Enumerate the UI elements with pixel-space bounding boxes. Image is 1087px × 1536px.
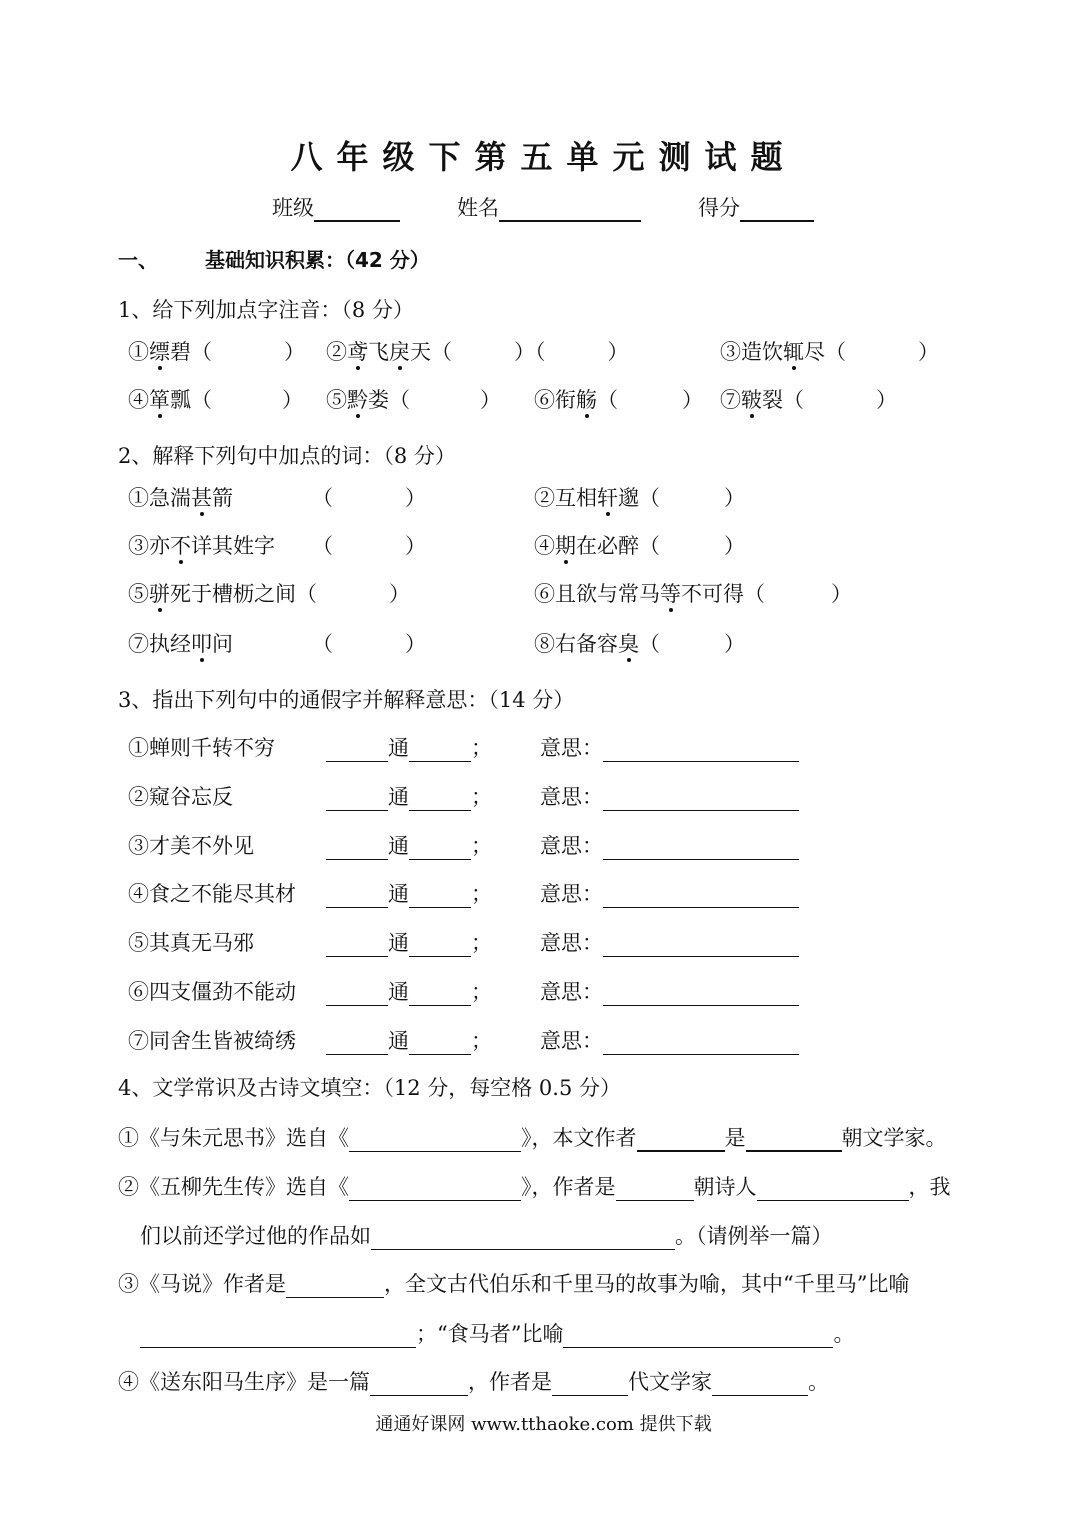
q4-line-2: ②《五柳先生传》选自《 》，作者是 朝诗人 ，我 [118,1175,951,1199]
q4-line-6: ④《送东阳马生序》是一篇 ，作者是 代文学家 。 [118,1370,829,1394]
score-field[interactable] [698,192,814,222]
q3-item-3: ③才美不外见 通 ； 意思： [128,830,799,860]
q3-item-4: ④食之不能尽其材 通 ； 意思： [128,878,799,908]
q2-paren-7: （ ） [312,632,426,656]
q2-item-4: ④期在必醉（ ） [534,534,745,558]
q4-line-3: 们以前还学过他的作品如 。（请例举一篇） [140,1224,833,1248]
q2-item-2: ②互相轩邈（ ） [534,486,745,510]
q1-item-1: ①缥碧（ ） [128,340,305,364]
q3-item-5: ⑤其真无马邪 通 ； 意思： [128,927,799,957]
score-label: 得分 [698,196,740,220]
q2-heading: 2、解释下列句中加点的词：（8 分） [118,444,456,468]
class-label: 班级 [272,196,314,220]
q3-item-1: ①蝉则千转不穷 通 ； 意思： [128,732,799,762]
q2-item-3: ③亦不详其姓字 [128,534,275,558]
q3-heading: 3、指出下列句中的通假字并解释意思：（14 分） [118,688,575,712]
footer-credit: 通通好课网 www.tthaoke.com 提供下载 [375,1414,712,1435]
q1-item-6: ⑥衔觞（ ） [534,388,703,412]
q1-heading: 1、给下列加点字注音：（8 分） [118,298,414,322]
q2-item-7: ⑦执经叩问 [128,632,233,656]
q2-paren-1: （ ） [312,486,426,510]
name-label: 姓名 [457,196,499,220]
section1-heading: 基础知识积累：（42 分） [205,248,430,272]
q2-item-5: ⑤骈死于槽枥之间（ ） [128,582,410,606]
q1-item-4: ④箪瓢（ ） [128,388,303,412]
q2-item-1: ①急湍甚箭 [128,486,233,510]
q1-item-7: ⑦皲裂（ ） [720,388,897,412]
page-title: 八年级下第五单元测试题 [290,138,797,176]
section1-number: 一、 [118,248,158,272]
q1-item-5: ⑤黔娄（ ） [326,388,501,412]
q1-item-3: ③造饮辄尽（ ） [720,340,939,364]
name-field[interactable] [457,192,641,222]
q4-line-1: ①《与朱元思书》选自《 》，本文作者 是 朝文学家。 [118,1126,947,1150]
q4-line-4: ③《马说》作者是 ，全文古代伯乐和千里马的故事为喻，其中“千里马”比喻 [118,1272,910,1296]
q3-item-7: ⑦同舍生皆被绮绣 通 ； 意思： [128,1025,799,1055]
q2-item-6: ⑥且欲与常马等不可得（ ） [534,582,852,606]
q1-item-2: ②鸢飞戾天（ ）（ ） [326,340,629,364]
q2-item-8: ⑧右备容臭（ ） [534,632,745,656]
class-field[interactable] [272,192,400,222]
q2-paren-3: （ ） [312,534,426,558]
q3-item-6: ⑥四支僵劲不能动 通 ； 意思： [128,976,799,1006]
q3-item-2: ②窥谷忘反 通 ； 意思： [128,781,799,811]
q4-line-5: ；“食马者”比喻 。 [140,1318,854,1348]
q4-heading: 4、文学常识及古诗文填空：（12 分，每空格 0.5 分） [118,1076,622,1100]
